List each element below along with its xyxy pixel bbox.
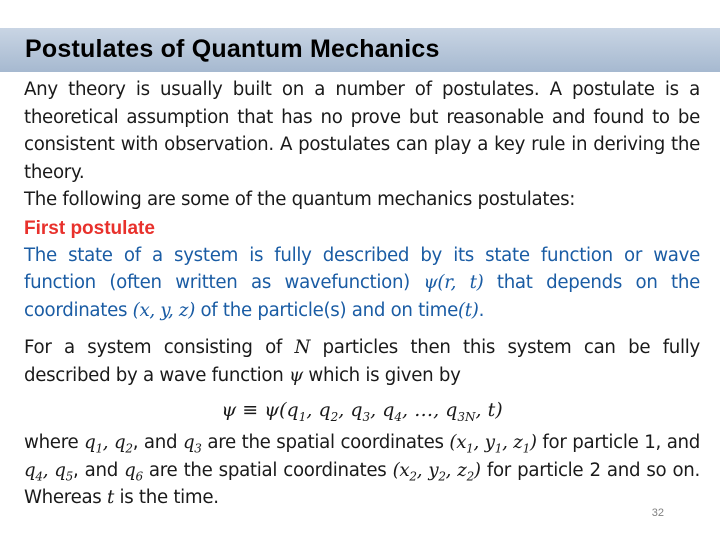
eq-sub: 2 — [125, 441, 133, 456]
eq-sub: 2 — [409, 469, 417, 484]
system-text: which is given by — [302, 364, 461, 386]
where-paragraph: where $q_1$, $q_2$, and $q_3$ are the spatial coordinates ($x_1$, $y_1$, $z_1$) for particle 1, and $q_4$, $q_5$, and $q_6$ are the spatial coordinates ($x_2$, $y_2$, $z_2$) for particle 2 and so on. Whereas t is the time. — [24, 432, 701, 508]
system-text: particles then this system can be fully described by a wave function — [24, 337, 700, 386]
where-text: are the spatial coordinates — [201, 432, 450, 453]
where-text: are the spatial coordinates — [142, 459, 393, 481]
first-postulate-heading: First postulate — [24, 217, 155, 239]
eq-sub: 3N — [457, 409, 476, 424]
time-var: (t) — [458, 299, 479, 321]
page-number: 32 — [651, 507, 664, 519]
eq-sub: 1 — [298, 409, 307, 424]
where-text: , and — [132, 432, 183, 453]
eq-text: ψ ≡ ψ(q — [221, 399, 299, 421]
eq-sub: 1 — [494, 441, 503, 456]
eq-sub: 4 — [35, 469, 43, 484]
psi-r-t: ψ(r, t) — [423, 272, 484, 293]
where-text: for particle 1, and — [536, 432, 701, 453]
where-text: is the time. — [114, 487, 219, 508]
eq-sub: 4 — [394, 409, 403, 424]
eq-sub: 1 — [95, 441, 103, 456]
where-text: for particle 2 and so on. Whereas — [24, 459, 701, 508]
postulate-text: The state of a system is fully described by its state function or wave function (often written as wavefunction) — [24, 244, 700, 293]
xyz-coords: (x, y, z) — [132, 299, 195, 321]
psi-var: ψ — [288, 364, 303, 386]
eq-sub: 3 — [194, 441, 202, 456]
postulate-text: . — [478, 299, 485, 321]
eq-sub: 2 — [438, 469, 446, 484]
where-text: where — [24, 432, 85, 453]
wavefunction-equation: $\psi \equiv \psi(q_1$, $q_2$, $q_3$, $q_4$, …, $q_{3N}$, t) — [221, 399, 503, 424]
eq-sub: 1 — [466, 441, 474, 456]
slide-body — [24, 76, 700, 512]
n-var: N — [294, 337, 311, 358]
where-text: , and — [73, 459, 125, 481]
system-text: For a system consisting of — [24, 337, 295, 358]
eq-sub: 2 — [330, 409, 339, 424]
postulate-text: that depends on the coordinates — [24, 272, 700, 321]
system-paragraph — [24, 334, 700, 389]
eq-sub: 1 — [522, 441, 530, 456]
postulate-paragraph — [24, 242, 700, 325]
eq-sub: 2 — [466, 469, 474, 484]
intro-paragraph: Any theory is usually built on a number of postulates. A postulate is a theoretical assumption that has no prove but reasonable and found to be consistent with observation. A postulates can play a key rule in deriving the theory. — [24, 79, 700, 183]
eq-sub: 3 — [362, 409, 371, 424]
postulate-text: of the particle(s) and on time — [195, 299, 458, 321]
intro-paragraph-2: The following are some of the quantum mechanics postulates: — [24, 189, 576, 210]
time-var: t — [106, 487, 114, 508]
slide-title: Postulates of Quantum Mechanics — [25, 35, 440, 63]
